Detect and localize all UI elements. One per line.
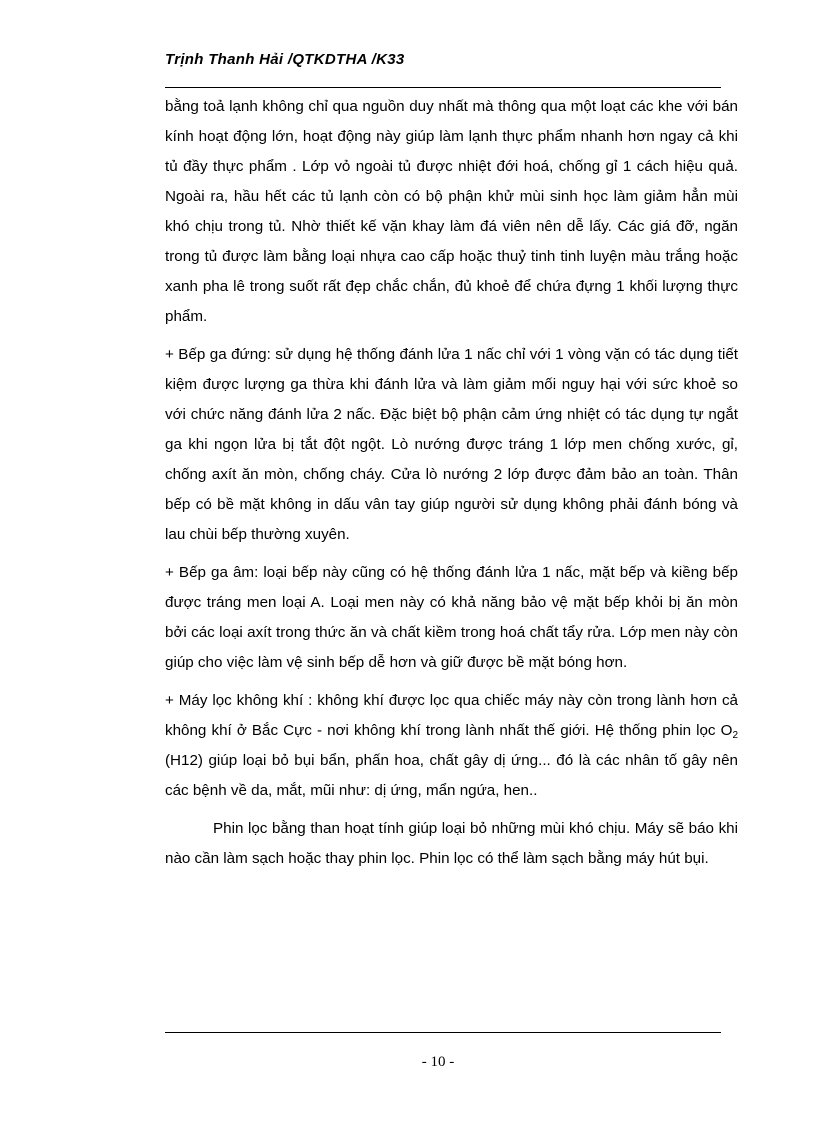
paragraph-carbon-filter: Phin lọc bằng than hoạt tính giúp loại bỏ những mùi khó chịu. Máy sẽ báo khi nào cần làm sạch hoặc thay phin lọc. Phin lọc có thể làm sạch bằng máy hút bụi. xyxy=(165,820,738,867)
footer-divider xyxy=(165,1032,721,1033)
air-purifier-text-end: (H12) giúp loại bỏ bụi bẩn, phấn hoa, chất gây dị ứng... đó là các nhân tố gây nên các bệnh về da, mắt, mũi như: dị ứng, mẩn ngứa, hen.. xyxy=(165,752,738,799)
page-header xyxy=(165,47,721,88)
body-text xyxy=(165,92,738,874)
page-number: - 10 - xyxy=(421,1054,455,1070)
air-purifier-text-start: + Máy lọc không khí : không khí được lọc qua chiếc máy này còn trong lành hơn cả không khí ở Bắc Cực - nơi không khí trong lành nhất thế giới. Hệ thống phin lọc O xyxy=(165,692,738,739)
paragraph-standing-gas-stove: + Bếp ga đứng: sử dụng hệ thống đánh lửa 1 nấc chỉ với 1 vòng vặn có tác dụng tiết kiệm được lượng ga thừa khi đánh lửa và làm giảm mối nguy hại với sức khoẻ so với chức năng đánh lửa 2 nấc. Đặc biệt bộ phận cảm ứng nhiệt có tác dụng tự ngắt ga khi ngọn lửa bị tắt đột ngột. Lò nướng được tráng 1 lớp men chống xước, gỉ, chống axít ăn mòn, chống cháy. Cửa lò nướng 2 lớp được đảm bảo an toàn. Thân bếp có bề mặt không in dấu vân tay giúp người sử dụng không phải đánh bóng và lau chùi bếp thường xuyên. xyxy=(165,346,738,543)
paragraph-air-purifier xyxy=(165,686,738,806)
oxygen-subscript: 2 xyxy=(732,730,738,741)
paragraph-built-in-gas-stove: + Bếp ga âm: loại bếp này cũng có hệ thống đánh lửa 1 nấc, mặt bếp và kiềng bếp được tráng men loại A. Loại men này có khả năng bảo vệ mặt bếp khỏi bị ăn mòn bởi các loại axít trong thức ăn và chất kiềm trong hoá chất tẩy rửa. Lớp men này còn giúp cho việc làm vệ sinh bếp dễ hơn và giữ được bề mặt bóng hơn. xyxy=(165,564,738,671)
paragraph-refrigerator: bằng toả lạnh không chỉ qua nguồn duy nhất mà thông qua một loạt các khe với bán kính hoạt động lớn, hoạt động này giúp làm lạnh thực phẩm nhanh hơn ngay cả khi tủ đầy thực phẩm . Lớp vỏ ngoài tủ được nhiệt đới hoá, chống gỉ 1 cách hiệu quả. Ngoài ra, hầu hết các tủ lạnh còn có bộ phận khử mùi sinh học làm giảm hẳn mùi khó chịu trong tủ. Nhờ thiết kế vặn khay làm đá viên nên dễ lấy. Các giá đỡ, ngăn trong tủ được làm bằng loại nhựa cao cấp hoặc thuỷ tinh tinh luyện màu trắng hoặc xanh pha lê trong suốt rất đẹp chắc chắn, đủ khoẻ để chứa đựng 1 khối lượng thực phẩm. xyxy=(165,98,738,325)
header-title: Trịnh Thanh Hải /QTKDTHA /K33 xyxy=(165,51,405,68)
